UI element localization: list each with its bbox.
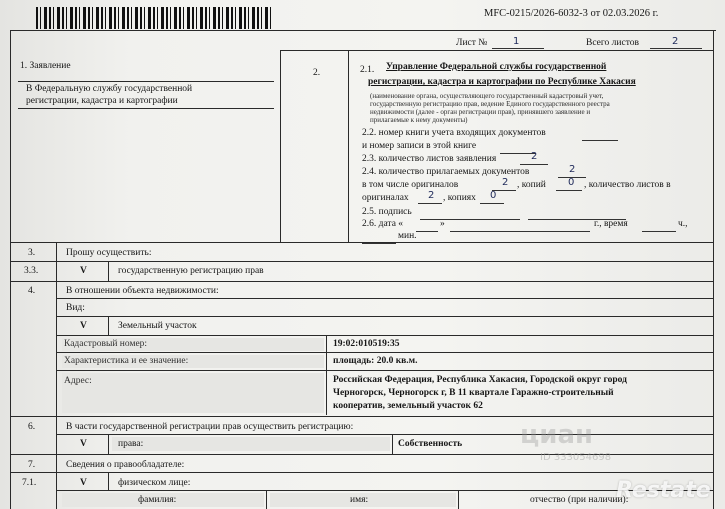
cadastral-number-label: Кадастровый номер: [64,339,148,349]
document-reference: MFC-0215/2026-6032-3 от 02.03.2026 г. [484,8,659,19]
s22-record-number: и номер записи в этой книге [362,141,477,151]
row7-number: 7. [28,460,36,470]
row33-number: 3.3. [24,266,39,276]
sheet-number-value: 1 [513,36,520,47]
address-line2: Черногорск, Черногорск г, В 11 квартале Гаражно-строительный [333,388,614,398]
s26-time-label: г., время [594,219,628,229]
row33-text: государственную регистрацию прав [118,266,264,276]
sheet-header-line [280,50,714,51]
s22-book-number: 2.2. номер книги учета входящих документов [362,128,546,138]
frame-right [713,30,714,509]
registration-authority-line2: регистрации, кадастра и картографии по Республике Хакасия [368,77,636,87]
originals2-label: оригиналах [362,193,409,203]
s25-signature-label: 2.5. подпись [362,207,412,217]
address-label: Адрес: [64,376,92,386]
row4-text: В отношении объекта недвижимости: [66,286,219,296]
number-column-divider [56,242,57,509]
authority-note-2: государственную регистрацию прав, ведение Единого государственного реестра [370,100,610,108]
originals-value: 2 [502,177,509,188]
object-type-label: Вид: [66,303,85,313]
section2-number: 2. [313,68,321,78]
first-name-label: имя: [350,495,369,505]
restate-watermark: Restate [616,478,711,503]
row71-number: 7.1. [22,478,37,488]
cadastral-number-value: 19:02:010519:35 [333,339,400,349]
individual-checkbox: V [80,478,87,488]
authority-note-1: (наименование органа, осуществляющего государственный кадастровый учет, [370,92,604,100]
row3-text: Прошу осуществить: [66,248,152,258]
authority-note-4: прилагаемые к нему документы) [370,116,468,124]
divider-1-2 [280,50,281,242]
row7-text: Сведения о правообладателе: [66,460,185,470]
cian-watermark: циан [520,420,593,450]
s21-label: 2.1. [360,65,375,75]
cian-id-watermark: ID 333054698 [540,452,612,463]
row4-number: 4. [28,286,36,296]
sheet-number-label: Лист № [456,38,488,48]
characteristic-value: площадь: 20.0 кв.м. [333,356,418,366]
rights-label: права: [118,439,144,449]
row71-text: физическом лице: [118,478,191,488]
object-type-value: Земельный участок [118,321,197,331]
characteristic-label: Характеристика и ее значение: [64,356,189,366]
patronymic-label: отчество (при наличии): [530,495,629,505]
barcode [36,7,271,29]
rights-checkbox: V [80,439,87,449]
address-line1: Российская Федерация, Республика Хакасия, Городской округ город [333,375,627,385]
registration-authority-line1: Управление Федеральной службы государственной [386,62,607,72]
copies-value: 0 [568,177,575,188]
total-sheets-value: 2 [672,36,679,47]
rights-value: Собственность [398,439,463,449]
document-page: MFC-0215/2026-6032-3 от 02.03.2026 г. Лист № 1 Всего листов 2 1. Заявление В Федеральную службу государственной регистрации, кадастра и картографии 2. 2.1. Управление Федеральной службы государственной регистрации, кадастра и картографии по Республике Хакасия (наименование органа, осуществляющего государственный кадастровый учет, государственную регистрацию прав, ведение Единого государственного реестра недвижимости (далее - орган регистрации прав), принявшего заявление и прилагаемые к нему документы) 2.2. номер книги учета входящих документов и номер записи в этой книге 2.3. количество листов заявления 2 2.4. количество прилагаемых документов 2 в том числе оригиналов 2 , копий 0 , количество листов в оригиналах 2 , копиях 0 2.5. подпись 2.6. дата « » г., время ч., мин. 3. Прошу осуществить: 3.3. V государственную регистрацию прав 4. В отношении объекта недвижимости: Вид: V Земельный участок Кадастровый номер: 19:02:010519:35 Характеристика и ее значение: площадь: 20.0 кв.м. Адрес: Российская Федерация, Республика Хакасия, Городской округ город Черногорск, Черногорск г, В 11 квартале Гаражно-строительный кооператив, земельный участок 62 6. В части государственной регистрации прав осуществить регистрацию: V права: Собственность 7. Сведения о правообладателе: 7.1. V физическом лице: фамилия: имя: отчество (при наличии): циан ID 333054698 Restate [0,0,725,509]
s26-date-label: 2.6. дата « [362,219,404,229]
s24-label: 2.4. количество прилагаемых документов [362,167,530,177]
row3-number: 3. [28,248,36,258]
copies-label: , копий [517,180,546,190]
copies2-label: , копиях [443,193,476,203]
originals-label: в том числе оригиналов [362,180,459,190]
row6-number: 6. [28,422,36,432]
sheet-count-label: , количество листов в [584,180,671,190]
total-sheets-label: Всего листов [586,38,639,48]
section1-line1: В Федеральную службу государственной [26,84,193,94]
section1-title: 1. Заявление [20,61,71,71]
frame-left [10,30,11,509]
s23-value: 2 [531,151,538,162]
divider-2-content [348,50,349,242]
s24-value: 2 [569,164,576,175]
row6-text: В части государственной регистрации прав осуществить регистрацию: [66,422,354,432]
s23-label: 2.3. количество листов заявления [362,154,497,164]
surname-label: фамилия: [138,495,177,505]
address-line3: кооператив, земельный участок 62 [333,401,483,411]
authority-note-3: недвижимости (далее - орган регистрации прав), принявшего заявление и [370,108,591,116]
land-plot-checkbox: V [80,321,87,331]
registration-checkbox: V [80,266,87,276]
originals2-value: 2 [428,190,435,201]
copies2-value: 0 [490,190,497,201]
frame-top [10,30,716,31]
section1-line2: регистрации, кадастра и картографии [26,96,178,106]
